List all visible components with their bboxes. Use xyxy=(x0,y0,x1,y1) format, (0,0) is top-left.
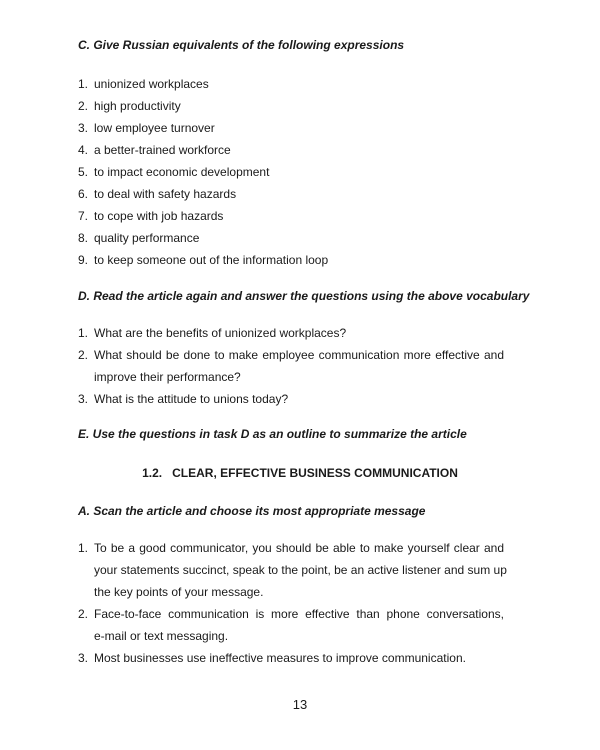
item-number: 4. xyxy=(78,143,89,157)
section-d-heading: D. Read the article again and answer the questions using the above vocabulary xyxy=(78,289,530,303)
section-a-heading: A. Scan the article and choose its most appropriate message xyxy=(78,504,426,518)
item-text: What are the benefits of unionized workplaces? xyxy=(94,326,347,340)
item-text: quality performance xyxy=(94,231,200,245)
item-number: 1. xyxy=(78,541,89,555)
item-number: 2. xyxy=(78,607,89,621)
subsection-title xyxy=(0,466,600,480)
item-number: 3. xyxy=(78,392,89,406)
section-e-heading: E. Use the questions in task D as an outline to summarize the article xyxy=(78,427,467,441)
item-number: 2. xyxy=(78,99,89,113)
item-text: To be a good communicator, you should be able to make yourself clear and xyxy=(94,541,504,555)
item-number: 3. xyxy=(78,121,89,135)
item-text-continued: e-mail or text messaging. xyxy=(94,629,229,643)
item-text: Most businesses use ineffective measures to improve communication. xyxy=(94,651,466,665)
item-number: 1. xyxy=(78,77,89,91)
item-text: low employee turnover xyxy=(94,121,215,135)
item-number: 1. xyxy=(78,326,89,340)
item-text: high productivity xyxy=(94,99,181,113)
item-text: What is the attitude to unions today? xyxy=(94,392,289,406)
item-number: 7. xyxy=(78,209,89,223)
item-text: to cope with job hazards xyxy=(94,209,224,223)
item-text: Face-to-face communication is more effective than phone conversations, xyxy=(94,607,504,621)
subsection-title-text: CLEAR, EFFECTIVE BUSINESS COMMUNICATION xyxy=(172,466,458,480)
item-text: to deal with safety hazards xyxy=(94,187,237,201)
item-text: a better-trained workforce xyxy=(94,143,231,157)
item-text-continued: the key points of your message. xyxy=(94,585,264,599)
item-text-continued: your statements succinct, speak to the point, be an active listener and sum up xyxy=(94,563,507,577)
item-text-continued: improve their performance? xyxy=(94,370,241,384)
section-c-heading: C. Give Russian equivalents of the following expressions xyxy=(78,38,405,52)
item-number: 6. xyxy=(78,187,89,201)
item-text: to keep someone out of the information loop xyxy=(94,253,329,267)
subsection-number: 1.2. xyxy=(142,466,163,480)
page-number: 13 xyxy=(292,697,308,712)
item-number: 8. xyxy=(78,231,89,245)
item-text: What should be done to make employee communication more effective and xyxy=(94,348,504,362)
item-text: to impact economic development xyxy=(94,165,270,179)
item-number: 2. xyxy=(78,348,89,362)
item-number: 5. xyxy=(78,165,89,179)
item-text: unionized workplaces xyxy=(94,77,209,91)
item-number: 3. xyxy=(78,651,89,665)
item-number: 9. xyxy=(78,253,89,267)
